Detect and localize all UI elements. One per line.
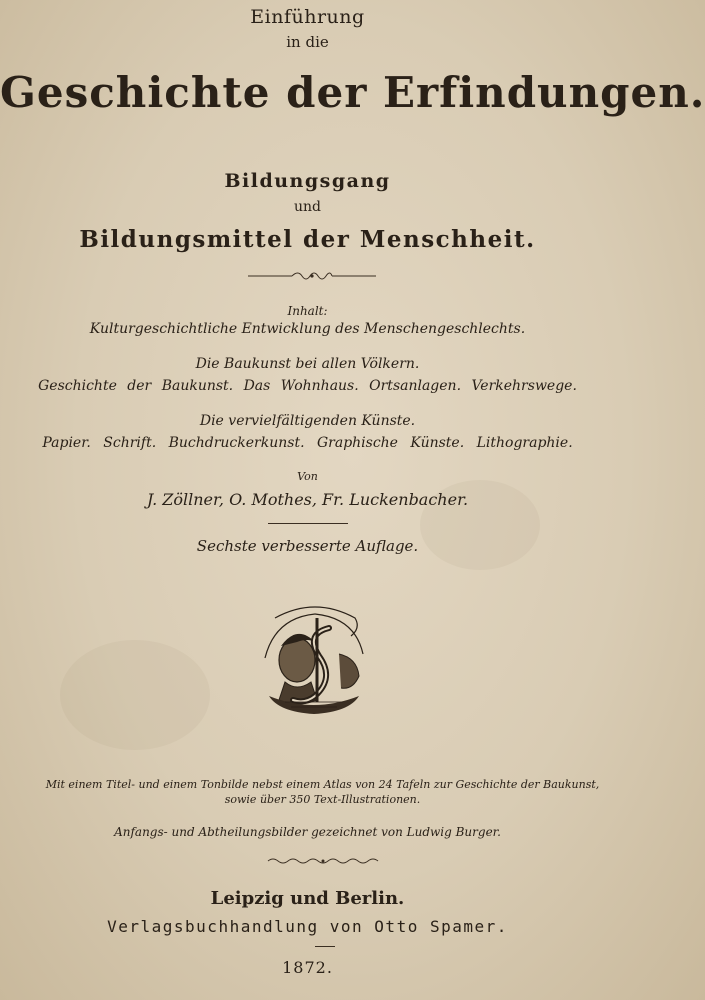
divider-rule — [315, 946, 335, 947]
contents-line: Die vervielfältigenden Künste. — [199, 413, 416, 429]
subtitle-2: Bildungsmittel der Menschheit. — [79, 226, 536, 253]
paper-stain — [60, 640, 210, 750]
contents-line: Die Baukunst bei allen Völkern. — [195, 356, 420, 372]
subtitle-1: Bildungsgang — [224, 170, 391, 192]
illustrations-note: Mit einem Titel- und einem Tonbilde nebst einem Atlas von 24 Tafeln zur Geschichte der Baukunst, sowie über 350 Text-Illustrationen. — [45, 778, 600, 806]
flourish-ornament-icon — [248, 269, 376, 283]
contents-label: Inhalt: — [287, 304, 328, 318]
subtitle-and: und — [294, 199, 321, 215]
divider-rule — [268, 523, 348, 524]
main-title: Geschichte der Erfindungen. — [0, 68, 705, 117]
publication-year: 1872. — [282, 958, 333, 977]
publisher-emblem-icon — [255, 598, 373, 726]
publisher: Verlagsbuchhandlung von Otto Spamer. — [107, 917, 508, 936]
edition: Sechste verbesserte Auflage. — [196, 537, 419, 555]
intro-line: Einführung — [250, 6, 365, 28]
flourish-ornament-icon — [268, 856, 378, 866]
contents-line: Geschichte der Baukunst. Das Wohnhaus. Ortsanlagen. Verkehrswege. — [38, 378, 577, 394]
by-label: Von — [297, 470, 318, 483]
publication-place: Leipzig und Berlin. — [210, 888, 405, 909]
illustrator-note: Anfangs- und Abtheilungsbilder gezeichnet von Ludwig Burger. — [114, 825, 501, 839]
contents-line: Kulturgeschichtliche Entwicklung des Menschengeschlechts. — [89, 321, 526, 337]
authors: J. Zöllner, O. Mothes, Fr. Luckenbacher. — [146, 490, 469, 509]
intro-line-2: in die — [286, 33, 329, 51]
contents-line: Papier. Schrift. Buchdruckerkunst. Graphische Künste. Lithographie. — [42, 435, 573, 451]
